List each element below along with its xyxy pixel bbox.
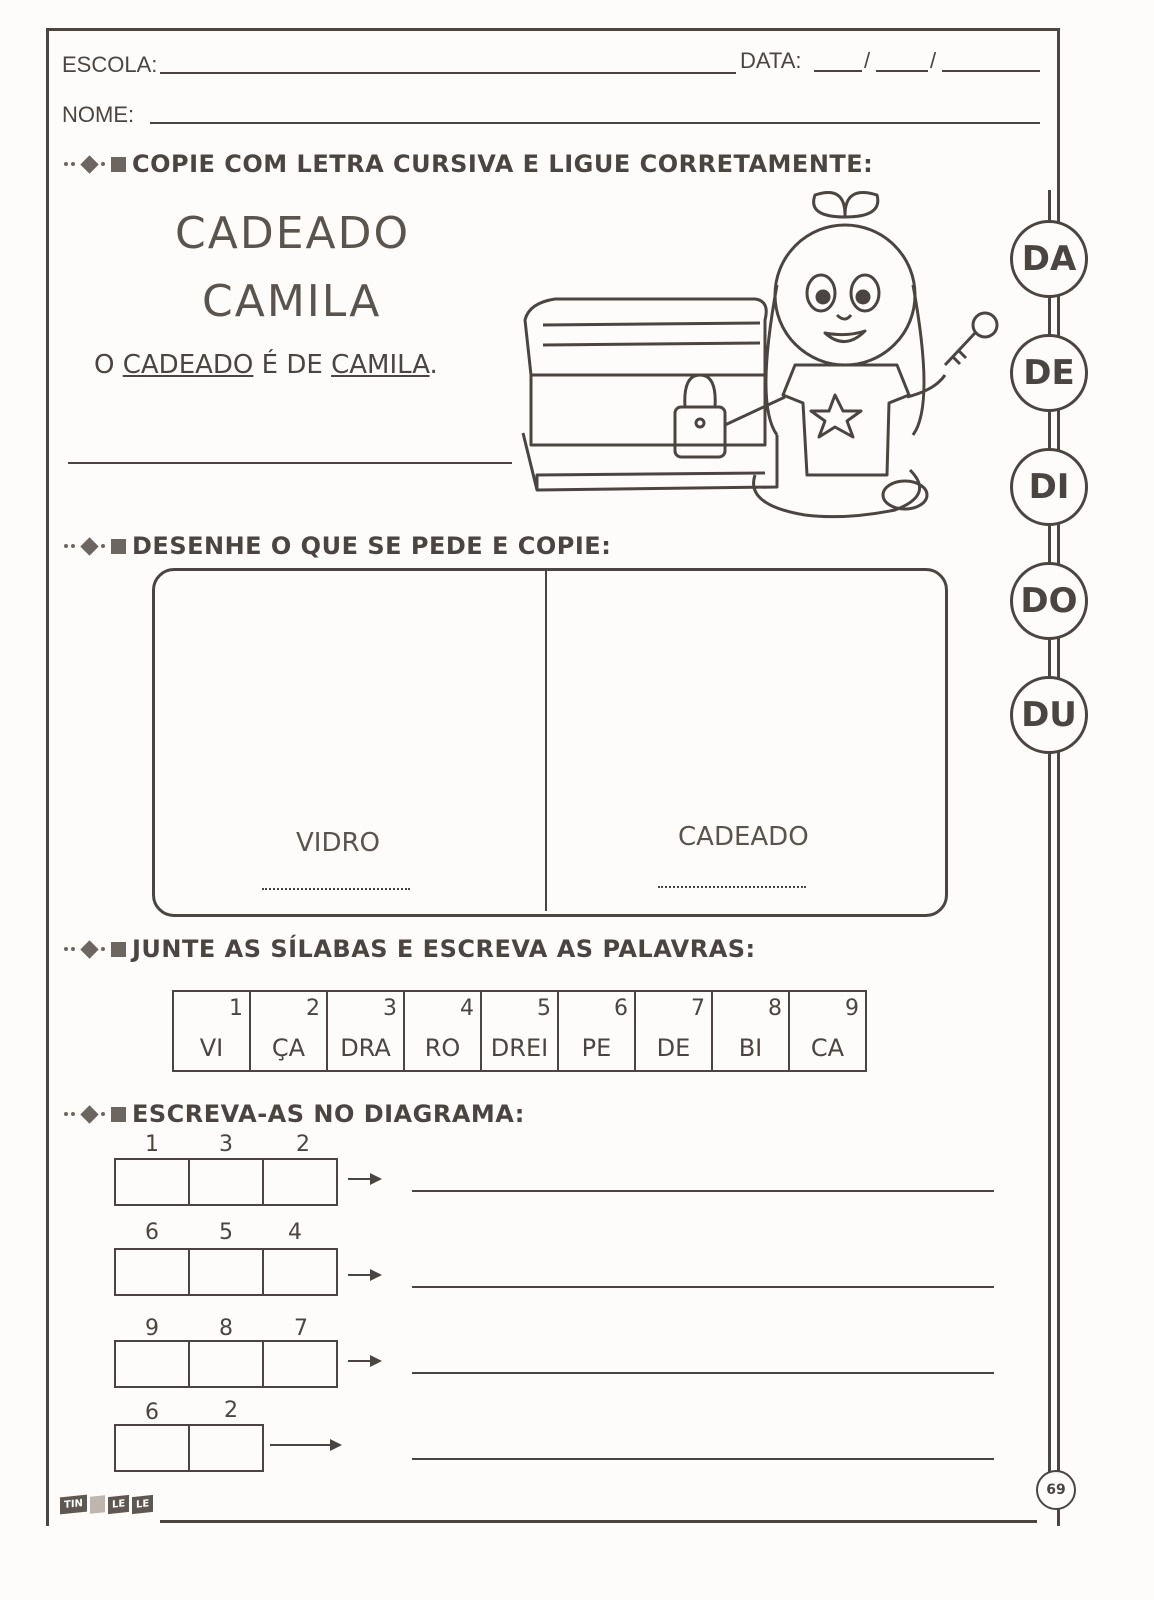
section1-heading (64, 150, 873, 178)
word-camila: CAMILA (202, 276, 382, 327)
sentence-part: . (429, 350, 438, 380)
section1-heading-text: COPIE COM LETRA CURSIVA E LIGUE CORRETAMENTE: (132, 150, 874, 178)
diagram-row (114, 1248, 338, 1296)
bullet-icon (64, 942, 126, 957)
data-slash: / (864, 48, 871, 73)
arrow-icon (348, 1178, 380, 1180)
syllable-cell (635, 991, 712, 1071)
arrow-icon (270, 1444, 340, 1446)
page-bottom-rule (160, 1520, 1037, 1523)
syllable-circle-du[interactable]: DU (1010, 676, 1088, 754)
diagram-cell[interactable] (114, 1340, 190, 1388)
sentence (94, 350, 438, 380)
diagram-number: 2 (224, 1398, 238, 1423)
logo-part: TIN (60, 1495, 87, 1515)
syllable-number: 6 (614, 996, 628, 1021)
bullet-icon (64, 1107, 126, 1122)
syllable-number: 7 (691, 996, 705, 1021)
sentence-part: O (94, 350, 123, 380)
syllable-table (172, 990, 867, 1072)
draw-label-vidro: VIDRO (296, 828, 381, 858)
diagram-row (114, 1340, 338, 1388)
data-month-field[interactable] (876, 70, 928, 72)
diagram-number: 9 (145, 1316, 159, 1341)
sentence-underlined: CAMILA (331, 350, 430, 380)
syllable-circle-da[interactable]: DA (1010, 220, 1088, 298)
syllable-cell (327, 991, 404, 1071)
page-number: 69 (1036, 1470, 1076, 1510)
syllable-cell (558, 991, 635, 1071)
section3-heading-text: JUNTE AS SÍLABAS E ESCREVA AS PALAVRAS: (132, 935, 756, 963)
sentence-part: É DE (253, 350, 332, 380)
diagram-number: 6 (145, 1220, 159, 1245)
nome-label: NOME: (62, 102, 135, 127)
syllable-cell (712, 991, 789, 1071)
copy-line-vidro[interactable] (262, 888, 410, 890)
bullet-icon (64, 157, 126, 172)
syllable-cell (404, 991, 481, 1071)
syllable-circle-do[interactable]: DO (1010, 562, 1088, 640)
key-icon (945, 313, 997, 365)
arrow-icon (348, 1274, 380, 1276)
syllable-number: 5 (537, 996, 551, 1021)
data-slash: / (930, 48, 937, 73)
section4-heading (64, 1100, 525, 1128)
syllable-circle-de[interactable]: DE (1010, 334, 1088, 412)
syllable-text: BI (738, 1034, 763, 1062)
syllable-number: 3 (383, 996, 397, 1021)
syllable-number: 9 (845, 996, 859, 1021)
treasure-chest-illustration (523, 299, 777, 490)
drawing-box[interactable] (152, 568, 948, 917)
diagram-cell[interactable] (114, 1158, 190, 1206)
diagram-number: 7 (294, 1316, 308, 1341)
syllable-cell (481, 991, 558, 1071)
syllable-text: RO (424, 1034, 461, 1062)
diagram-number: 3 (219, 1132, 233, 1157)
logo-part (90, 1495, 105, 1514)
diagram-cell[interactable] (262, 1340, 338, 1388)
girl-with-chest-illustration (515, 175, 1005, 535)
escola-field[interactable] (160, 72, 736, 74)
syllable-text: DE (656, 1034, 691, 1062)
diagram-cell[interactable] (262, 1248, 338, 1296)
syllable-cell (789, 991, 866, 1071)
sentence-underlined: CADEADO (122, 350, 254, 380)
girl-illustration (725, 193, 945, 517)
data-year-field[interactable] (942, 70, 1040, 72)
cursive-copy-line[interactable] (68, 462, 512, 464)
answer-line[interactable] (412, 1372, 994, 1374)
logo-part: LE (132, 1495, 153, 1514)
syllable-number: 2 (306, 996, 320, 1021)
draw-label-cadeado: CADEADO (678, 822, 809, 852)
data-day-field[interactable] (814, 70, 862, 72)
diagram-number: 4 (288, 1220, 302, 1245)
diagram-cell[interactable] (188, 1158, 264, 1206)
diagram-row (114, 1158, 338, 1206)
escola-label: ESCOLA: (62, 52, 158, 77)
answer-line[interactable] (412, 1190, 994, 1192)
arrow-icon (348, 1360, 380, 1362)
syllable-number: 4 (460, 996, 474, 1021)
section2-heading-text: DESENHE O QUE SE PEDE E COPIE: (132, 532, 612, 560)
diagram-cell[interactable] (262, 1158, 338, 1206)
syllable-text: DREI (490, 1034, 549, 1062)
answer-line[interactable] (412, 1286, 994, 1288)
drawing-box-divider (545, 571, 547, 911)
syllable-cell (250, 991, 327, 1071)
publisher-logo (60, 1496, 153, 1513)
diagram-number: 2 (296, 1132, 310, 1157)
answer-line[interactable] (412, 1458, 994, 1460)
bullet-icon (64, 539, 126, 554)
diagram-cell[interactable] (114, 1248, 190, 1296)
syllable-number: 8 (768, 996, 782, 1021)
diagram-number: 6 (145, 1400, 159, 1425)
diagram-row (114, 1424, 264, 1472)
section3-heading (64, 935, 756, 963)
syllable-text: PE (581, 1034, 612, 1062)
syllable-number: 1 (229, 996, 243, 1021)
syllable-text: ÇA (271, 1034, 306, 1062)
syllable-text: VI (199, 1034, 224, 1062)
diagram-number: 5 (219, 1220, 233, 1245)
nome-field[interactable] (150, 122, 1040, 124)
word-cadeado: CADEADO (175, 208, 411, 259)
syllable-text: CA (810, 1034, 845, 1062)
syllable-cell (173, 991, 250, 1071)
diagram-cell[interactable] (188, 1424, 264, 1472)
section4-heading-text: ESCREVA-AS NO DIAGRAMA: (132, 1100, 525, 1128)
syllable-circle-di[interactable]: DI (1010, 448, 1088, 526)
diagram-number: 1 (145, 1132, 159, 1157)
diagram-number: 8 (219, 1316, 233, 1341)
diagram-cell[interactable] (114, 1424, 190, 1472)
data-label: DATA: (740, 48, 802, 73)
section2-heading (64, 532, 611, 560)
syllable-text: DRA (340, 1034, 391, 1062)
logo-part: LE (108, 1495, 129, 1514)
copy-line-cadeado[interactable] (658, 886, 806, 888)
diagram-cell[interactable] (188, 1340, 264, 1388)
diagram-cell[interactable] (188, 1248, 264, 1296)
